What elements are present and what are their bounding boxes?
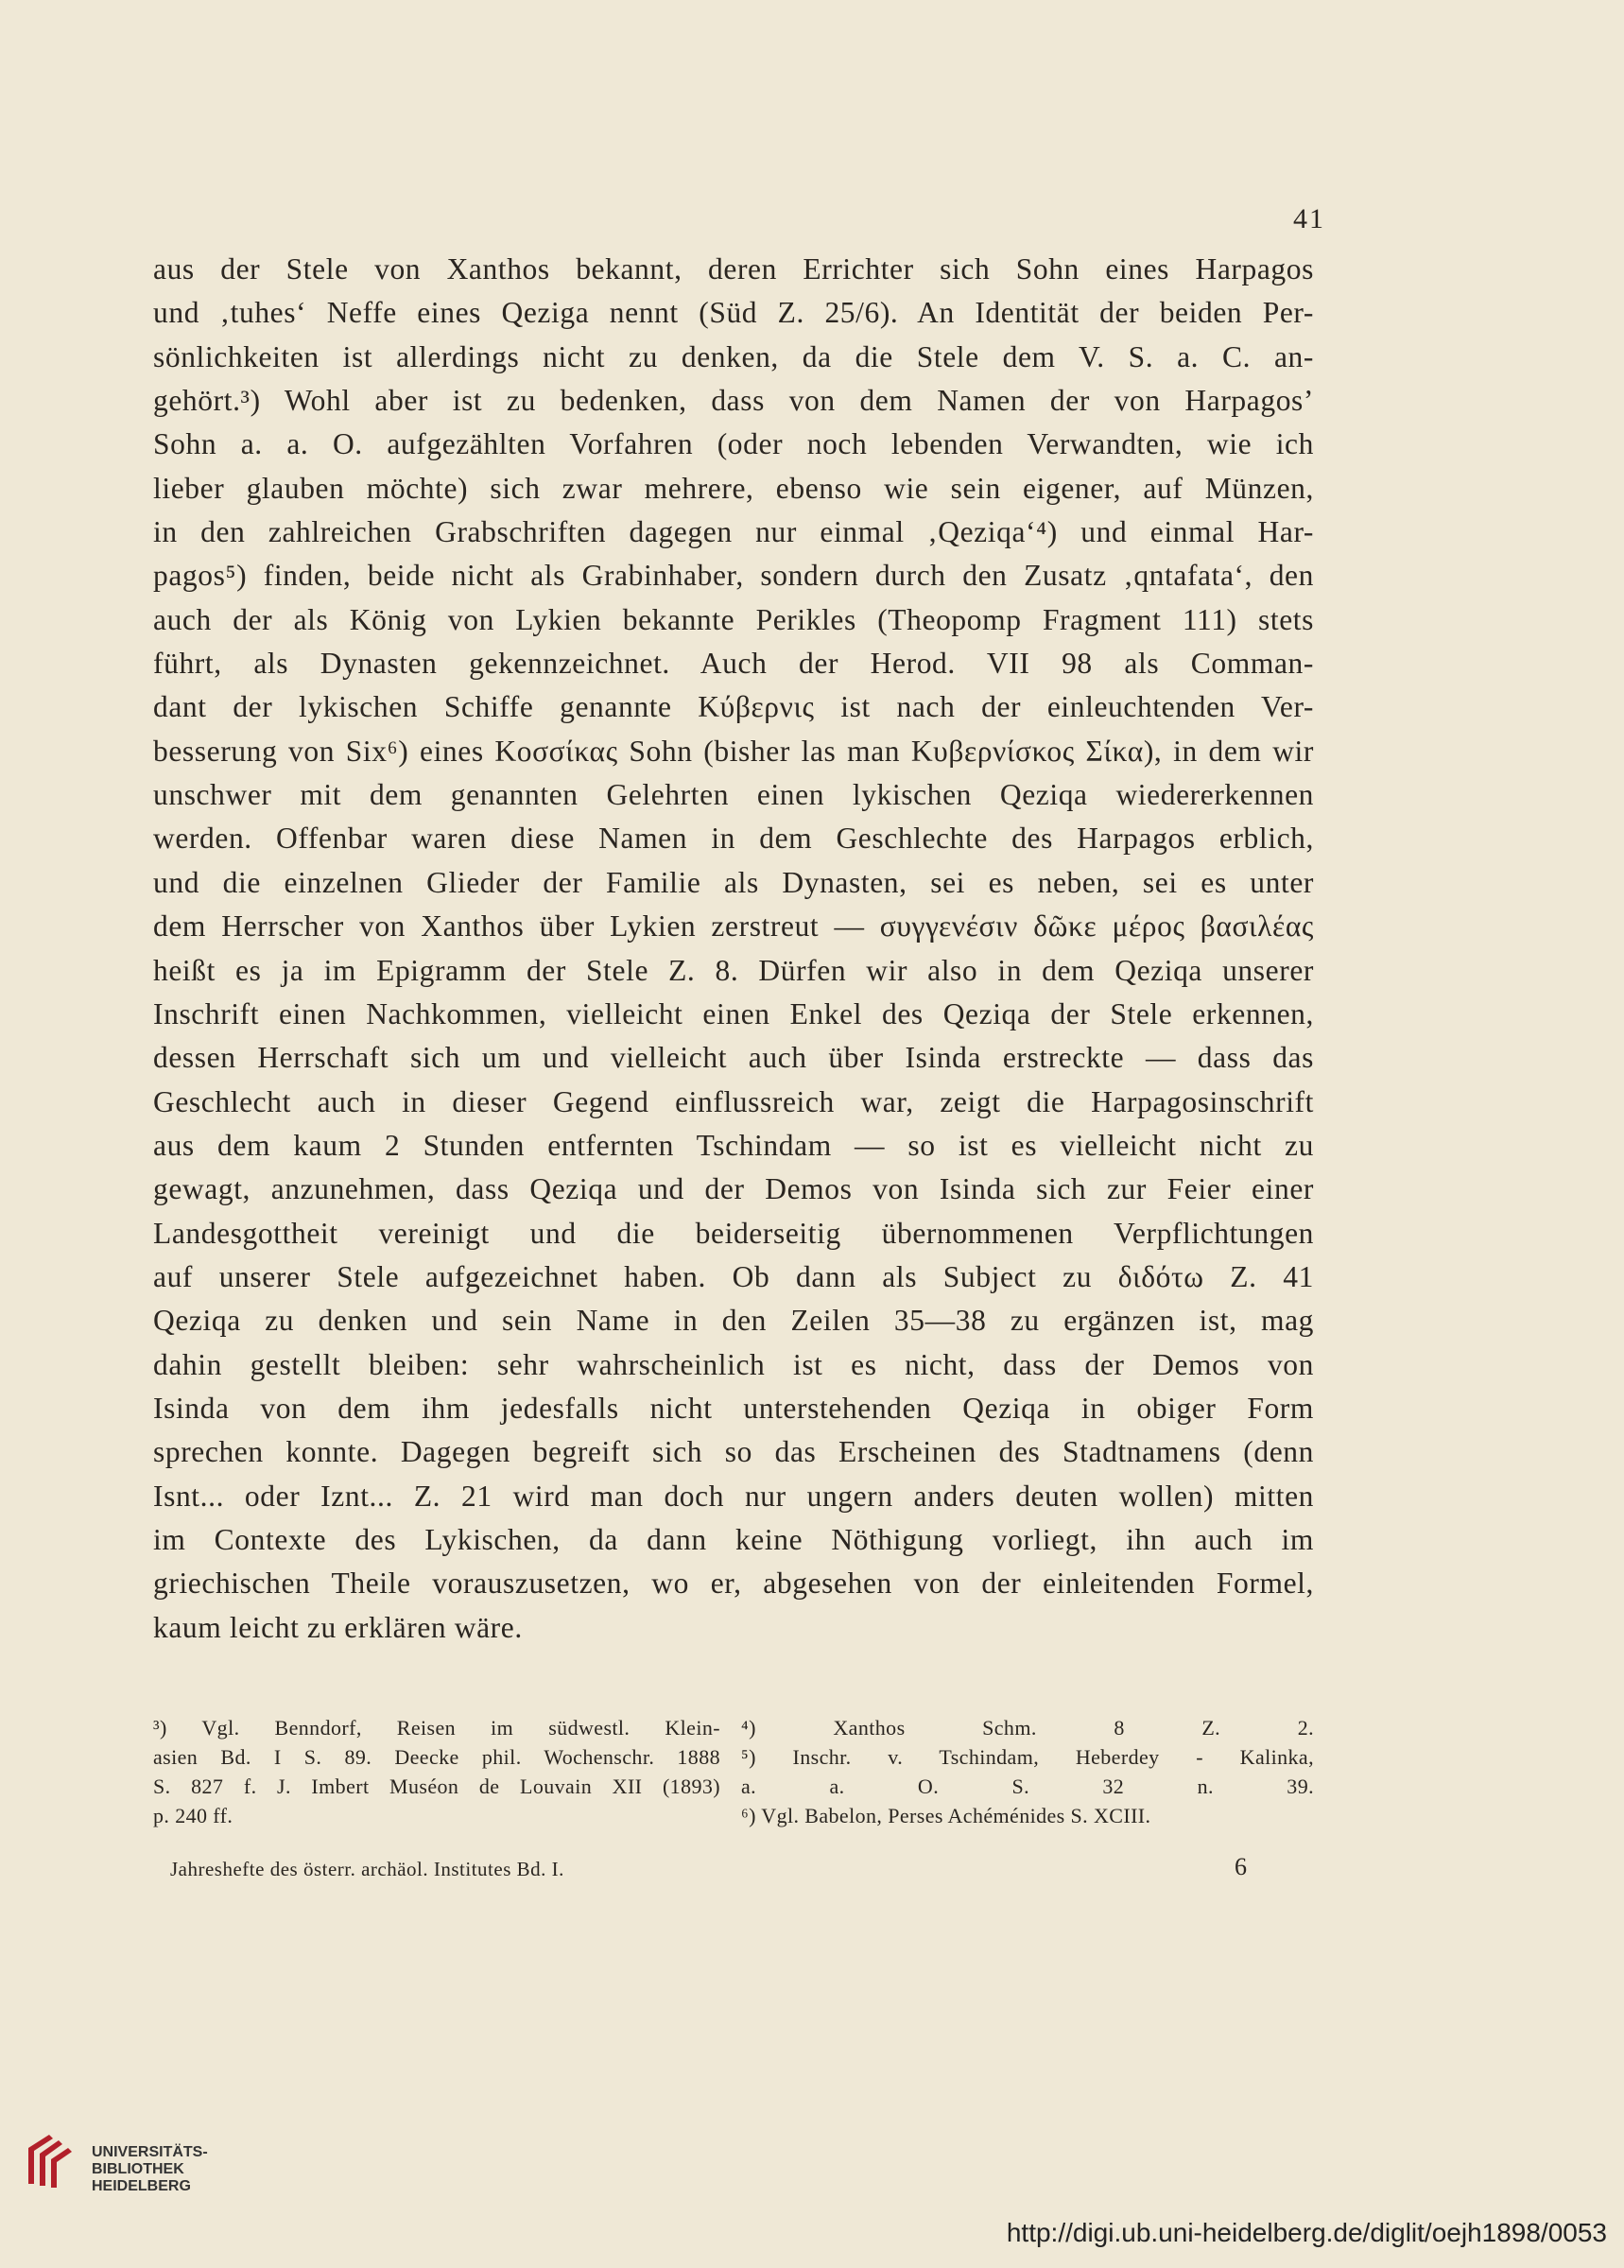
text-line: gewagt, anzunehmen, dass Qeziqa und der Demos von Isinda sich zur Feier einer [153, 1172, 1314, 1206]
text-line: besserung von Six⁶) eines Κοσσίκας Sohn (bisher las man Κυβερνίσκος Σίκα), in dem wir [153, 734, 1314, 768]
text-line: kaum leicht zu erklären wäre. [153, 1610, 523, 1644]
text-line: führt, als Dynasten gekennzeichnet. Auch der Herod. VII 98 als Comman- [153, 647, 1314, 681]
text-line: heißt es ja im Epigramm der Stele Z. 8. Dürfen wir also in dem Qeziqa unserer [153, 953, 1314, 987]
body-text [153, 248, 1314, 1650]
text-line: Geschlecht auch in dieser Gegend einflussreich war, zeigt die Harpagosinschrift [153, 1084, 1314, 1118]
text-line: aus der Stele von Xanthos bekannt, deren Errichter sich Sohn eines Harpagos [153, 252, 1314, 286]
text-line: dem Herrscher von Xanthos über Lykien zerstreut — συγγενέσιν δῶκε μέρος βασιλέας [153, 909, 1314, 944]
text-line: Isnt... oder Iznt... Z. 21 wird man doch nur ungern anders deuten wollen) mitten [153, 1479, 1314, 1513]
footnote-line: asien Bd. I S. 89. Deecke phil. Wochenschr. 1888 [153, 1745, 720, 1769]
text-line: im Contexte des Lykischen, da dann keine Nöthigung vorliegt, ihn auch im [153, 1522, 1314, 1556]
text-line: in den zahlreichen Grabschriften dagegen nur einmal ‚Qeziqa‘⁴) und einmal Har- [153, 515, 1314, 549]
library-name-line-1: UNIVERSITÄTS- [92, 2144, 208, 2160]
page-number: 41 [1293, 203, 1325, 234]
text-line: dant der lykischen Schiffe genannte Κύβερνις ist nach der einleuchtenden Ver- [153, 690, 1314, 724]
footnotes-left-column [153, 1713, 720, 1830]
text-line: griechischen Theile vorauszusetzen, wo er, abgesehen von der einleitenden Formel, [153, 1567, 1314, 1601]
text-line: dessen Herrschaft sich um und vielleicht auch über Isinda erstreckte — dass das [153, 1041, 1314, 1075]
text-line: Sohn a. a. O. aufgezählten Vorfahren (oder noch lebenden Verwandten, wie ich [153, 427, 1314, 461]
text-line: auch der als König von Lykien bekannte Perikles (Theopomp Fragment 111) stets [153, 602, 1314, 636]
sheet-signature: 6 [1235, 1853, 1247, 1880]
footnote-line: a. a. O. S. 32 n. 39. [741, 1775, 1314, 1798]
text-line: unschwer mit dem genannten Gelehrten einen lykischen Qeziqa wiedererkennen [153, 778, 1314, 812]
text-line: und die einzelnen Glieder der Familie als Dynasten, sei es neben, sei es unter [153, 865, 1314, 899]
text-line: Landesgottheit vereinigt und die beiderseitig übernommenen Verpflichtungen [153, 1216, 1314, 1250]
text-line: auf unserer Stele aufgezeichnet haben. Ob dann als Subject zu διδότω Z. 41 [153, 1259, 1314, 1293]
footnote-line: ⁴) Xanthos Schm. 8 Z. 2. [741, 1716, 1314, 1740]
footnote-line: p. 240 ff. [153, 1804, 233, 1827]
text-line: sprechen konnte. Dagegen begreift sich so das Erscheinen des Stadtnamens (denn [153, 1435, 1314, 1469]
text-line: lieber glauben möchte) sich zwar mehrere, ebenso wie sein eigener, auf Münzen, [153, 471, 1314, 505]
library-name [92, 2144, 208, 2195]
text-line: Isinda von dem ihm jedesfalls nicht unterstehenden Qeziqa in obiger Form [153, 1391, 1314, 1425]
text-line: Inschrift einen Nachkommen, vielleicht einen Enkel des Qeziqa der Stele erkennen, [153, 996, 1314, 1030]
footnotes-right-column [741, 1713, 1314, 1830]
footnote-line: ³) Vgl. Benndorf, Reisen im südwestl. Klein- [153, 1716, 720, 1740]
footnote-line: ⁶) Vgl. Babelon, Perses Achéménides S. XCIII. [741, 1804, 1151, 1827]
text-line: pagos⁵) finden, beide nicht als Grabinhaber, sondern durch den Zusatz ‚qntafata‘, den [153, 559, 1314, 593]
library-name-line-3: HEIDELBERG [92, 2178, 191, 2194]
text-line: dahin gestellt bleiben: sehr wahrscheinlich ist es nicht, dass der Demos von [153, 1347, 1314, 1381]
footnote-line: S. 827 f. J. Imbert Muséon de Louvain XII (1893) [153, 1775, 720, 1798]
source-url[interactable]: http://digi.ub.uni-heidelberg.de/diglit/oejh1898/0053 [1006, 2218, 1607, 2247]
text-line: und ‚tuhes‘ Neffe eines Qeziga nennt (Süd Z. 25/6). An Identität der beiden Per- [153, 296, 1314, 330]
journal-signature: Jahreshefte des österr. archäol. Institutes Bd. I. [170, 1858, 564, 1880]
text-line: Qeziqa zu denken und sein Name in den Zeilen 35—38 zu ergänzen ist, mag [153, 1304, 1314, 1338]
footnote-line: ⁵) Inschr. v. Tschindam, Heberdey - Kalinka, [741, 1745, 1314, 1769]
text-line: gehört.³) Wohl aber ist zu bedenken, dass von dem Namen der von Harpagos’ [153, 384, 1314, 418]
library-name-line-2: BIBLIOTHEK [92, 2161, 184, 2177]
text-line: werden. Offenbar waren diese Namen in dem Geschlechte des Harpagos erblich, [153, 822, 1314, 856]
library-logo-icon [21, 2127, 85, 2193]
text-line: sönlichkeiten ist allerdings nicht zu denken, da die Stele dem V. S. a. C. an- [153, 339, 1314, 373]
text-line: aus dem kaum 2 Stunden entfernten Tschindam — so ist es vielleicht nicht zu [153, 1128, 1314, 1162]
